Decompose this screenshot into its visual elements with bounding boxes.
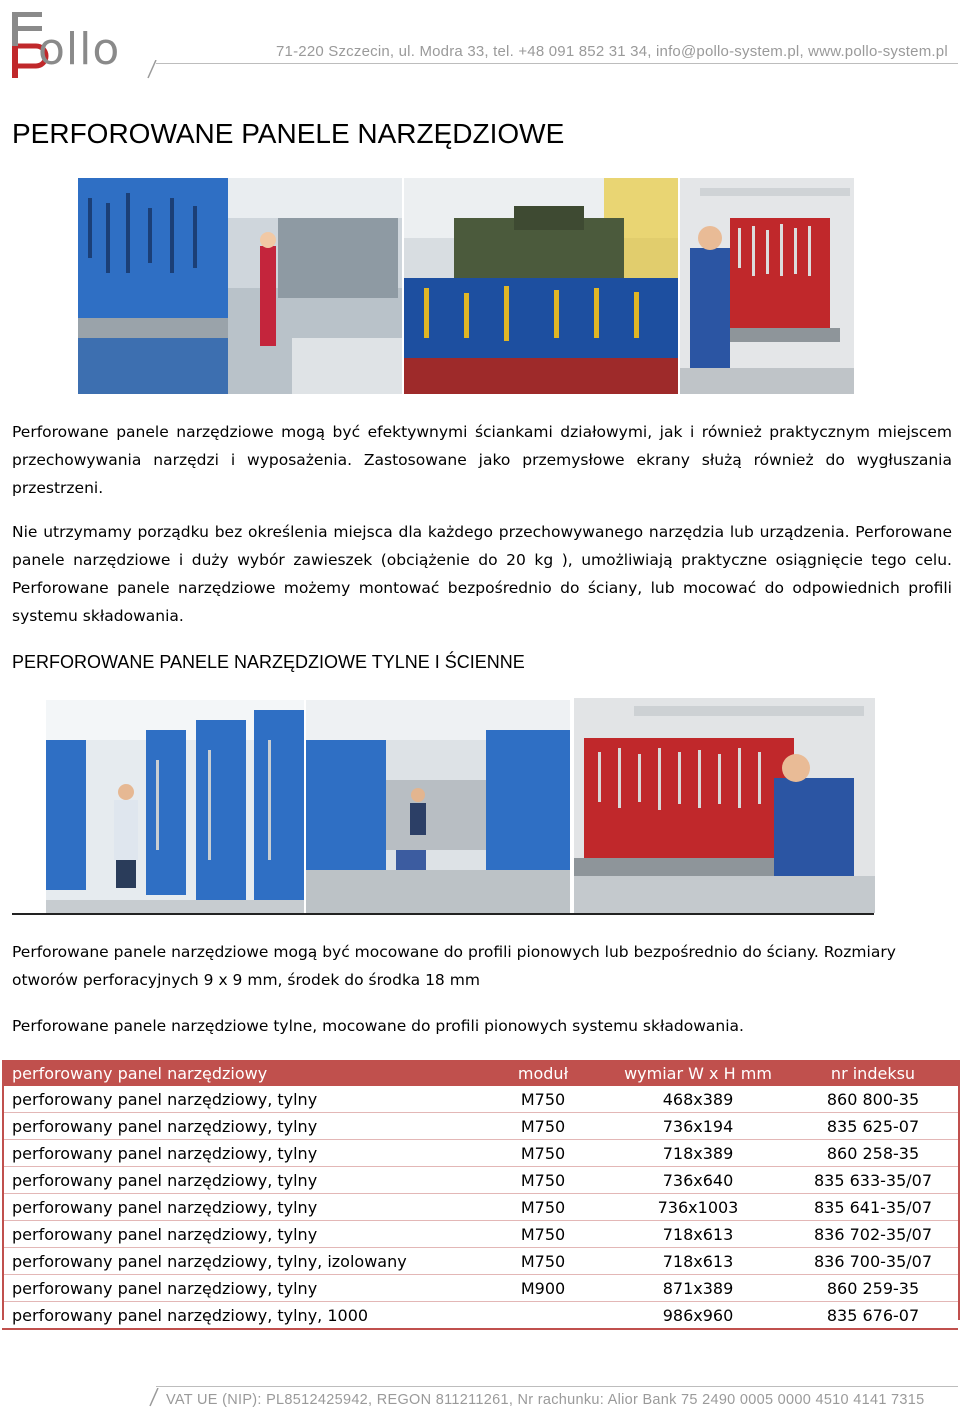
cell-index: 835 641-35/07 bbox=[788, 1194, 958, 1221]
cell-index: 860 259-35 bbox=[788, 1275, 958, 1302]
cell-module: M750 bbox=[478, 1194, 608, 1221]
col-header-name: perforowany panel narzędziowy bbox=[2, 1060, 478, 1086]
table-row bbox=[2, 1086, 958, 1113]
table-row bbox=[2, 1140, 958, 1167]
intro-paragraph-1: Perforowane panele narzędziowe mogą być efektywnymi ściankami działowymi, jak i również praktycznym miejscem przechowywania narzędzi i wyposażenia. Zastosowane jako przemysłowe ekrany służą również do wygłuszania przestrzeni. bbox=[12, 423, 952, 497]
cell-module bbox=[478, 1302, 608, 1330]
cell-name: perforowany panel narzędziowy, tylny, izolowany bbox=[2, 1248, 478, 1275]
cell-name: perforowany panel narzędziowy, tylny bbox=[2, 1275, 478, 1302]
photo-worker-red-panel-large bbox=[574, 698, 875, 913]
cell-module: M900 bbox=[478, 1275, 608, 1302]
cell-index: 836 700-35/07 bbox=[788, 1248, 958, 1275]
cell-name: perforowany panel narzędziowy, tylny bbox=[2, 1194, 478, 1221]
section-heading: PERFOROWANE PANELE NARZĘDZIOWE TYLNE I ŚCIENNE bbox=[12, 652, 525, 672]
cell-index: 860 800-35 bbox=[788, 1086, 958, 1113]
cell-dimensions: 736x640 bbox=[608, 1167, 788, 1194]
section-paragraph-2: Perforowane panele narzędziowe tylne, mocowane do profili pionowych systemu składowania. bbox=[12, 1017, 744, 1035]
footer-rule bbox=[156, 1386, 958, 1387]
cell-index: 836 702-35/07 bbox=[788, 1221, 958, 1248]
photo-workshop-blue-panels bbox=[78, 178, 402, 394]
photo-worker-red-panel bbox=[680, 178, 854, 394]
cell-dimensions: 718x613 bbox=[608, 1248, 788, 1275]
table-row bbox=[2, 1113, 958, 1140]
col-header-module: moduł bbox=[478, 1060, 608, 1086]
cell-dimensions: 871x389 bbox=[608, 1275, 788, 1302]
cell-index: 860 258-35 bbox=[788, 1140, 958, 1167]
footer-company-info: VAT UE (NIP): PL8512425942, REGON 811211261, Nr rachunku: Alior Bank 75 2490 0005 0000 4510 4141 7315 bbox=[166, 1392, 925, 1408]
logo-wordmark: ollo bbox=[38, 24, 121, 75]
cell-name: perforowany panel narzędziowy, tylny bbox=[2, 1140, 478, 1167]
cell-dimensions: 986x960 bbox=[608, 1302, 788, 1330]
header-rule bbox=[156, 63, 958, 64]
cell-name: perforowany panel narzędziowy, tylny bbox=[2, 1086, 478, 1113]
table-row bbox=[2, 1221, 958, 1248]
footer-slash bbox=[148, 1388, 160, 1413]
cell-module: M750 bbox=[478, 1221, 608, 1248]
section-divider bbox=[12, 913, 874, 915]
cell-dimensions: 468x389 bbox=[608, 1086, 788, 1113]
table-row bbox=[2, 1302, 958, 1330]
cell-module: M750 bbox=[478, 1113, 608, 1140]
col-header-index: nr indeksu bbox=[788, 1060, 958, 1086]
table-header-row bbox=[2, 1060, 958, 1086]
cell-name: perforowany panel narzędziowy, tylny bbox=[2, 1113, 478, 1140]
cell-module: M750 bbox=[478, 1248, 608, 1275]
company-address: 71-220 Szczecin, ul. Modra 33, tel. +48 091 852 31 34, info@pollo-system.pl, www.pollo-system.pl bbox=[276, 43, 948, 60]
photo-storage-blue-panels bbox=[46, 700, 304, 913]
cell-name: perforowany panel narzędziowy, tylny bbox=[2, 1167, 478, 1194]
table-row bbox=[2, 1248, 958, 1275]
cell-index: 835 676-07 bbox=[788, 1302, 958, 1330]
cell-name: perforowany panel narzędziowy, tylny bbox=[2, 1221, 478, 1248]
table-row bbox=[2, 1194, 958, 1221]
cell-dimensions: 736x1003 bbox=[608, 1194, 788, 1221]
cell-name: perforowany panel narzędziowy, tylny, 1000 bbox=[2, 1302, 478, 1330]
intro-paragraph-2: Nie utrzymamy porządku bez określenia miejsca dla każdego przechowywanego narzędzia lub urządzenia. Perforowane panele narzędziowe i duży wybór zawieszek (obciążenie do 20 kg ), umożliwiają praktyczne osiągnięcie tego celu. Perforowane panele narzędziowe możemy montować bezpośrednio do ściany, lub mocować do odpowiednich profili systemu składowania. bbox=[12, 523, 952, 625]
page-title: PERFOROWANE PANELE NARZĘDZIOWE bbox=[12, 118, 565, 149]
table-row bbox=[2, 1167, 958, 1194]
photo-workshop-lathe bbox=[306, 700, 570, 913]
cell-dimensions: 736x194 bbox=[608, 1113, 788, 1140]
col-header-dimensions: wymiar W x H mm bbox=[608, 1060, 788, 1086]
cell-module: M750 bbox=[478, 1140, 608, 1167]
cell-index: 835 633-35/07 bbox=[788, 1167, 958, 1194]
panel-spec-table bbox=[2, 1060, 958, 1330]
cell-dimensions: 718x389 bbox=[608, 1140, 788, 1167]
section-paragraph-1: Perforowane panele narzędziowe mogą być mocowane do profili pionowych lub bezpośrednio do ściany. Rozmiary otworów perforacyjnych 9 x 9 mm, środek do środka 18 mm bbox=[12, 943, 896, 989]
cell-module: M750 bbox=[478, 1167, 608, 1194]
cell-module: M750 bbox=[478, 1086, 608, 1113]
cell-dimensions: 718x613 bbox=[608, 1221, 788, 1248]
cell-index: 835 625-07 bbox=[788, 1113, 958, 1140]
table-row bbox=[2, 1275, 958, 1302]
photo-tank-workshop bbox=[404, 178, 678, 394]
